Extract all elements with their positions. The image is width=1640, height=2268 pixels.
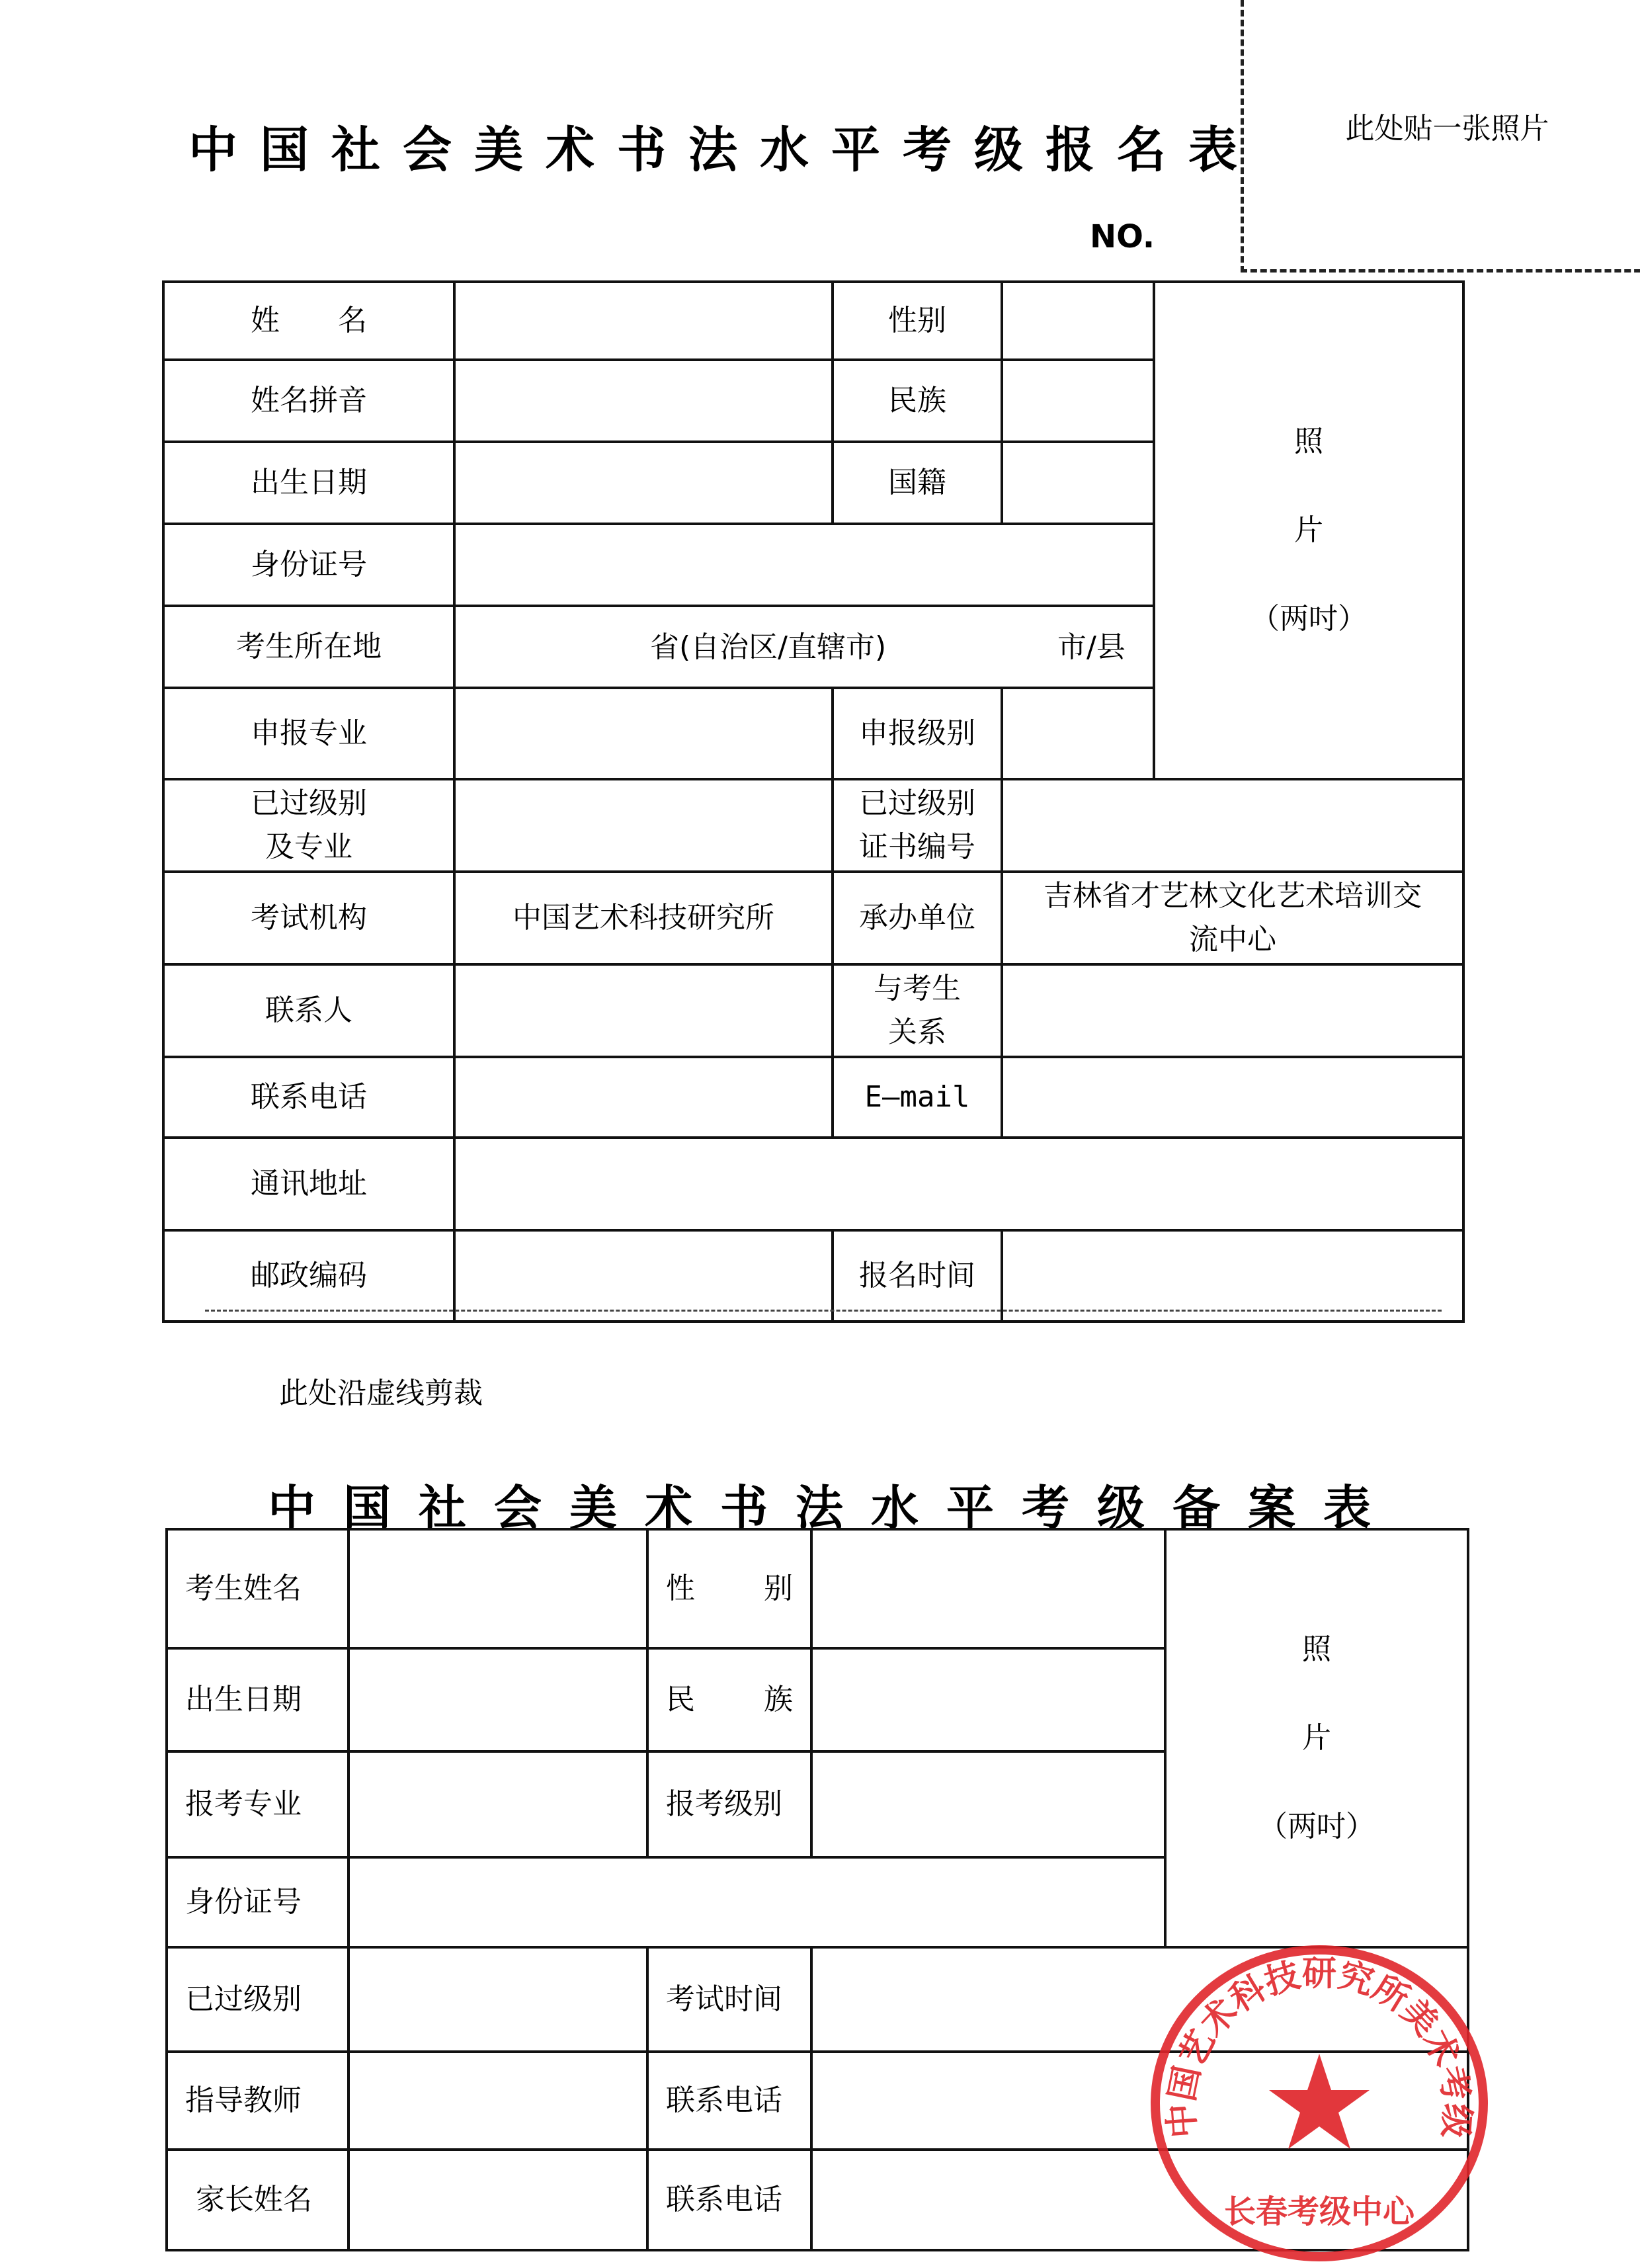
postcode-label: 邮政编码: [163, 1230, 454, 1322]
gender-field[interactable]: [1002, 282, 1154, 360]
record-photo-size-note: （两吋）: [1258, 1810, 1375, 1843]
level-label: 申报级别: [833, 688, 1002, 779]
record-exam-time-label: 考试时间: [647, 1947, 811, 2052]
contact-field[interactable]: [454, 964, 833, 1057]
host-unit-label: 承办单位: [833, 872, 1002, 964]
record-id-number-label: 身份证号: [167, 1857, 348, 1947]
reg-time-field[interactable]: [1002, 1230, 1463, 1322]
photo-char-2: 片: [1294, 513, 1323, 547]
record-gender-char-2: 别: [764, 1572, 793, 1605]
passed-cert-line1: 已过级别: [859, 786, 975, 820]
location-province-text: 省(自治区/直辖市): [650, 630, 887, 664]
ethnicity-label: 民族: [833, 360, 1002, 442]
nationality-field[interactable]: [1002, 442, 1154, 524]
id-number-label: 身份证号: [163, 524, 454, 606]
cut-note: 此处沿虚线剪裁: [279, 1376, 483, 1410]
ethnicity-field[interactable]: [1002, 360, 1154, 442]
passed-level-major-line1: 已过级别: [251, 786, 367, 820]
photo-box: [1154, 282, 1463, 779]
contact-label: 联系人: [163, 964, 454, 1057]
name-label: 姓 名: [163, 282, 454, 360]
birth-date-field[interactable]: [454, 442, 833, 524]
relation-line2: 关系: [888, 1015, 946, 1049]
pinyin-label: 姓名拼音: [163, 360, 454, 442]
record-passed-level-label: 已过级别: [167, 1947, 348, 2052]
seal-arc-text: 中国艺术科技研究所美术考级: [1161, 1953, 1478, 2140]
location-label: 考生所在地: [163, 606, 454, 688]
record-major-field[interactable]: [348, 1751, 647, 1857]
record-level-label: 报考级别: [647, 1751, 811, 1857]
record-name-field[interactable]: [348, 1529, 647, 1648]
registration-title: 中国社会美术书法水平考级报名表: [188, 122, 1260, 179]
record-ethnicity-char-2: 族: [764, 1683, 793, 1716]
exam-org-value: 中国艺术科技研究所: [454, 872, 833, 964]
seal-graphic: [1144, 1941, 1495, 2265]
birth-date-label: 出生日期: [163, 442, 454, 524]
passed-cert-field[interactable]: [1002, 779, 1463, 872]
record-birth-date-field[interactable]: [348, 1648, 647, 1751]
relation-line1: 与考生: [874, 972, 961, 1005]
passed-level-major-line2: 及专业: [265, 830, 352, 864]
id-number-field[interactable]: [454, 524, 1154, 606]
phone-field[interactable]: [454, 1057, 833, 1138]
relation-label: [833, 964, 1002, 1057]
level-field[interactable]: [1002, 688, 1154, 779]
exam-org-label: 考试机构: [163, 872, 454, 964]
record-id-number-field[interactable]: [348, 1857, 1165, 1947]
phone-label: 联系电话: [163, 1057, 454, 1138]
cut-line: [205, 1310, 1442, 1312]
relation-field[interactable]: [1002, 964, 1463, 1057]
seal-bottom-text: 长春考级中心: [1223, 2193, 1415, 2230]
official-seal: [1144, 1941, 1495, 2265]
record-name-label: 考生姓名: [167, 1529, 348, 1648]
pinyin-field[interactable]: [454, 360, 833, 442]
photo-char-1: 照: [1294, 425, 1323, 458]
passed-cert-line2: 证书编号: [859, 830, 975, 864]
nationality-label: 国籍: [833, 442, 1002, 524]
record-major-label: 报考专业: [167, 1751, 348, 1857]
record-level-field[interactable]: [811, 1751, 1165, 1857]
record-ethnicity-label: [647, 1648, 811, 1751]
record-photo-char-1: 照: [1302, 1632, 1331, 1666]
seal-star-icon: [1269, 2054, 1370, 2149]
record-teacher-label: 指导教师: [167, 2052, 348, 2150]
postcode-field[interactable]: [454, 1230, 833, 1322]
reg-time-label: 报名时间: [833, 1230, 1002, 1322]
record-photo-char-2: 片: [1302, 1721, 1331, 1755]
record-passed-level-field[interactable]: [348, 1947, 647, 2052]
record-gender-field[interactable]: [811, 1529, 1165, 1648]
record-teacher-phone-label: 联系电话: [647, 2052, 811, 2150]
photo-paste-note: 此处贴一张照片: [1345, 112, 1549, 146]
email-field[interactable]: [1002, 1057, 1463, 1138]
photo-paste-area: [1241, 0, 1640, 273]
record-ethnicity-field[interactable]: [811, 1648, 1165, 1751]
host-unit-line1: 吉林省才艺林文化艺术培训交: [1044, 879, 1422, 913]
name-field[interactable]: [454, 282, 833, 360]
record-gender-char-1: 性: [666, 1572, 695, 1605]
passed-level-major-label: [163, 779, 454, 872]
gender-label: 性别: [833, 282, 1002, 360]
host-unit-value: [1002, 872, 1463, 964]
address-label: 通讯地址: [163, 1138, 454, 1230]
email-label: E—mail: [833, 1057, 1002, 1138]
registration-form: [162, 280, 1465, 1323]
record-parent-field[interactable]: [348, 2150, 647, 2250]
record-parent-phone-label: 联系电话: [647, 2150, 811, 2250]
serial-number-label: NO.: [1090, 218, 1155, 255]
major-field[interactable]: [454, 688, 833, 779]
record-title: 中国社会美术书法水平考级备案表: [268, 1480, 1399, 1536]
host-unit-line2: 流中心: [1189, 923, 1276, 956]
photo-size-note: （两吋）: [1250, 602, 1367, 636]
record-photo-box: [1165, 1529, 1468, 1947]
record-gender-label: [647, 1529, 811, 1648]
record-teacher-field[interactable]: [348, 2052, 647, 2150]
record-ethnicity-char-1: 民: [666, 1683, 695, 1716]
record-birth-date-label: 出生日期: [167, 1648, 348, 1751]
address-field[interactable]: [454, 1138, 1463, 1230]
passed-level-major-field[interactable]: [454, 779, 833, 872]
location-city-text: 市/县: [1057, 630, 1126, 664]
major-label: 申报专业: [163, 688, 454, 779]
location-field[interactable]: [454, 606, 1154, 688]
record-parent-label: 家长姓名: [167, 2150, 348, 2250]
passed-cert-label: [833, 779, 1002, 872]
